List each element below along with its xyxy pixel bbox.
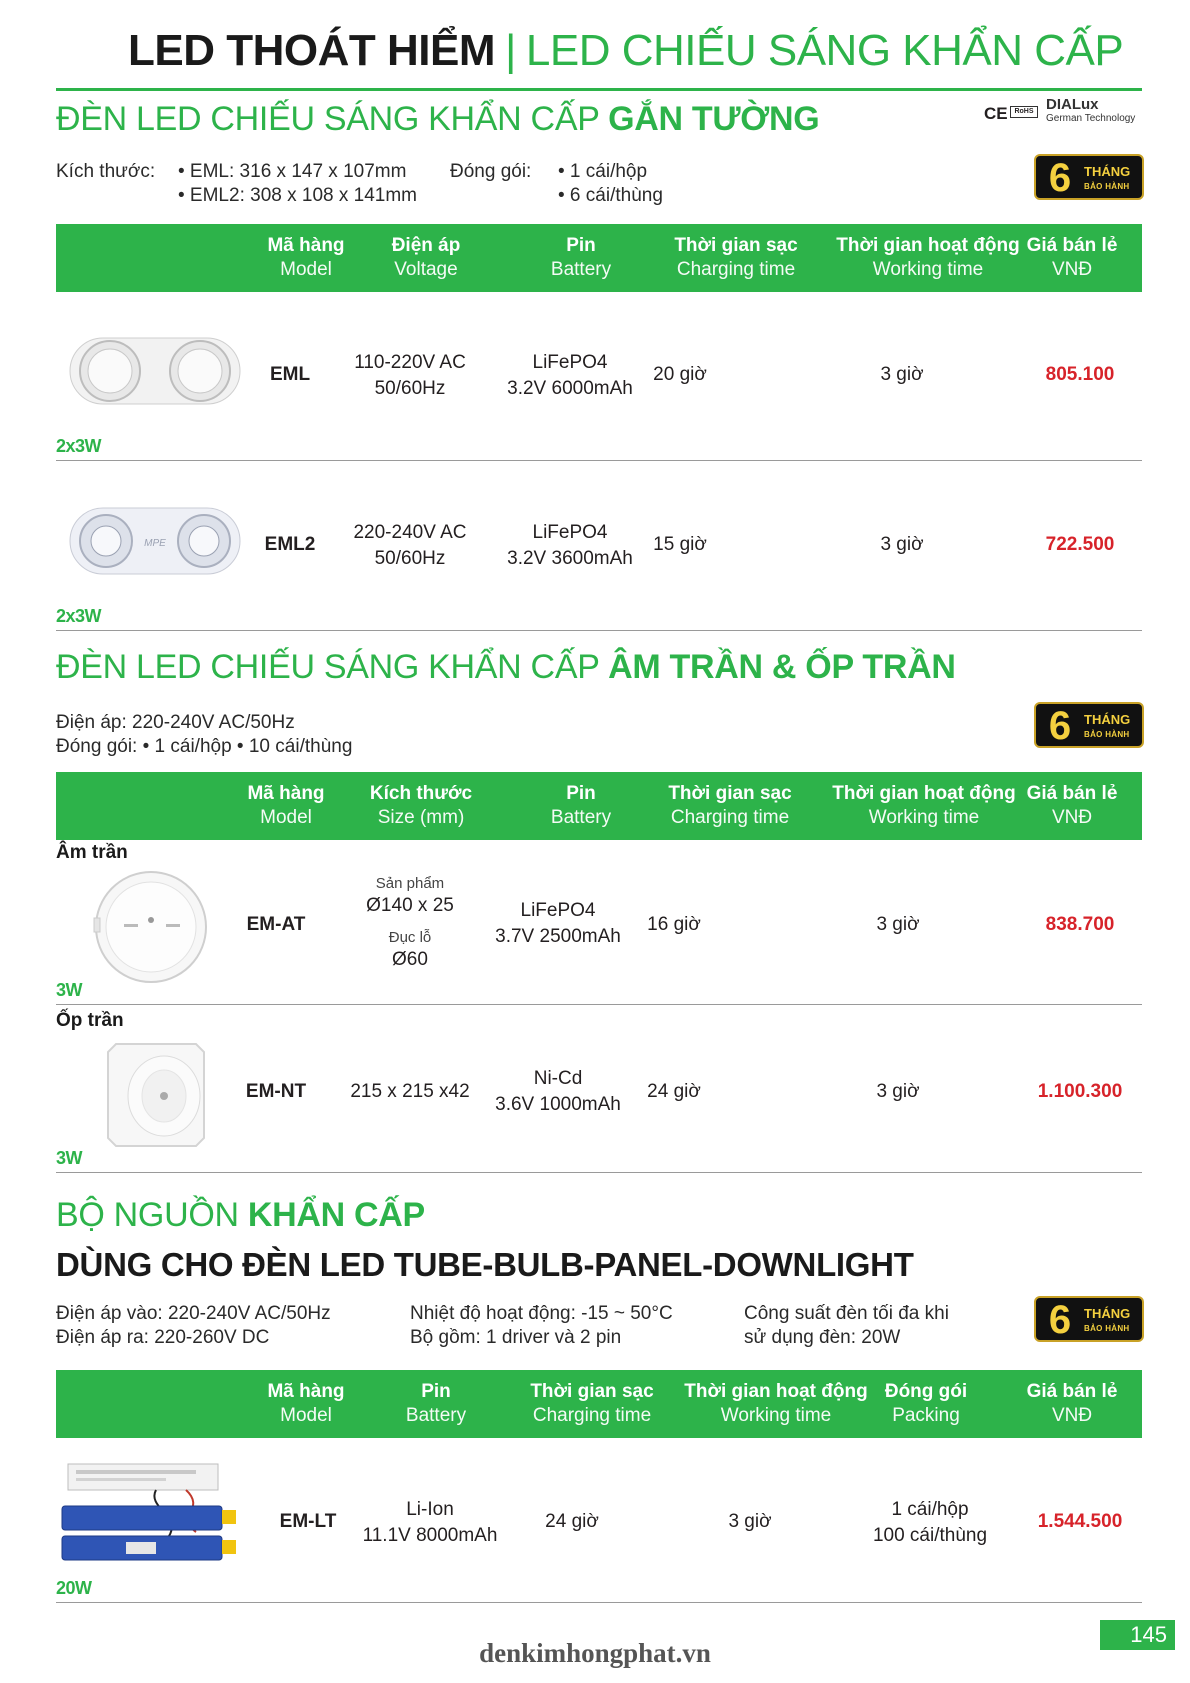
th-price: Giá bán lẻ VNĐ <box>1026 783 1118 828</box>
th-voltage: Điện áp Voltage <box>391 235 461 280</box>
eml-watt: 2x3W <box>56 436 102 456</box>
page-number: 145 <box>1100 1620 1175 1650</box>
rohs-logo: RoHS <box>1010 106 1038 118</box>
warranty-month: THÁNG <box>1084 1306 1131 1321</box>
eml-product-image <box>66 330 244 410</box>
em-at-charge: 16 giờ <box>647 914 701 935</box>
th-working: Thời gian hoạt động Working time <box>832 783 1016 828</box>
dialux-logo: DIALux <box>1046 96 1099 113</box>
eml-battery-2: 3.2V 6000mAh <box>507 378 633 399</box>
row-divider <box>56 630 1142 631</box>
size-label: Kích thước: <box>56 161 156 182</box>
th-model: Mã hàng Model <box>247 783 325 828</box>
em-lt-product-image <box>56 1458 246 1568</box>
th-battery: Pin Battery <box>550 235 612 280</box>
title-separator: | <box>504 26 516 75</box>
eml2-work: 3 giờ <box>880 534 924 555</box>
row-divider <box>56 1602 1142 1603</box>
row-divider <box>56 1172 1142 1173</box>
eml-voltage-2: 50/60Hz <box>374 378 446 399</box>
em-at-size-1: Ø140 x 25 <box>366 895 454 916</box>
eml2-battery-1: LiFePO4 <box>532 522 608 543</box>
dialux-subtitle: German Technology <box>1046 113 1136 124</box>
em-at-price: 838.700 <box>1045 914 1115 935</box>
svg-text:MPE: MPE <box>144 538 166 549</box>
th-working: Thời gian hoạt động Working time <box>684 1381 868 1426</box>
size-eml: • EML: 316 x 147 x 107mm <box>178 161 407 182</box>
table1-header <box>56 224 1142 292</box>
header-divider <box>56 88 1142 91</box>
pack-2: • 6 cái/thùng <box>558 185 663 206</box>
eml2-watt: 2x3W <box>56 606 102 626</box>
em-nt-battery-1: Ni-Cd <box>533 1068 583 1089</box>
th-packing: Đóng gói Packing <box>884 1381 968 1426</box>
warranty-badge <box>1034 154 1144 200</box>
ce-logo: CE <box>984 104 1008 123</box>
eml-charge: 20 giờ <box>653 364 707 385</box>
em-lt-watt: 20W <box>56 1578 92 1598</box>
warranty-number: 6 <box>1048 1298 1072 1342</box>
eml2-charge: 15 giờ <box>653 534 707 555</box>
em-at-watt: 3W <box>56 980 82 1000</box>
section3-subtitle: DÙNG CHO ĐÈN LED TUBE-BULB-PANEL-DOWNLIGHT <box>56 1246 914 1283</box>
em-nt-work: 3 giờ <box>876 1081 920 1102</box>
spec-power-1: Công suất đèn tối đa khi <box>744 1303 949 1324</box>
eml-voltage-1: 110-220V AC <box>354 352 466 373</box>
em-at-size-label-1: Sản phẩm <box>375 875 445 892</box>
em-at-size-label-2: Đục lỗ <box>388 929 432 946</box>
eml-model: EML <box>269 364 311 385</box>
spec-voltage-out: Điện áp ra: 220-260V DC <box>56 1327 270 1348</box>
section1-title <box>56 100 819 139</box>
certification-logos <box>984 97 1144 127</box>
warranty-text: BẢO HÀNH <box>1084 730 1130 739</box>
warranty-number: 6 <box>1048 156 1072 200</box>
eml-work: 3 giờ <box>880 364 924 385</box>
warranty-month: THÁNG <box>1084 712 1131 727</box>
row-divider <box>56 1004 1142 1005</box>
em-nt-watt: 3W <box>56 1148 82 1168</box>
table3-header <box>56 1370 1142 1438</box>
eml2-voltage-2: 50/60Hz <box>374 548 446 569</box>
eml-price: 805.100 <box>1045 364 1115 385</box>
th-battery: Pin Battery <box>550 783 612 828</box>
spec-set: Bộ gồm: 1 driver và 2 pin <box>410 1327 622 1348</box>
th-model: Mã hàng Model <box>267 235 345 280</box>
warranty-badge <box>1034 1296 1144 1342</box>
section3-title <box>56 1196 425 1235</box>
em-nt-charge: 24 giờ <box>647 1081 701 1102</box>
em-lt-pack-1: 1 cái/hộp <box>891 1499 969 1520</box>
spec-voltage-in: Điện áp vào: 220-240V AC/50Hz <box>56 1303 331 1324</box>
em-lt-price: 1.544.500 <box>1037 1511 1123 1532</box>
th-charging: Thời gian sạc Charging time <box>530 1381 654 1426</box>
eml2-voltage-1: 220-240V AC <box>353 522 467 543</box>
section1-title-light: ĐÈN LED CHIẾU SÁNG KHẨN CẤP <box>56 100 609 138</box>
row-divider <box>56 460 1142 461</box>
th-charging: Thời gian sạc Charging time <box>668 783 792 828</box>
table2-header <box>56 772 1142 840</box>
section3-title-light: BỘ NGUỒN <box>56 1196 248 1234</box>
warranty-badge <box>1034 702 1144 748</box>
eml2-price: 722.500 <box>1045 534 1115 555</box>
em-lt-battery-1: Li-Ion <box>406 1499 454 1520</box>
category-am-tran: Âm trần <box>56 842 128 863</box>
title-light: LED CHIẾU SÁNG KHẨN CẤP <box>525 26 1124 75</box>
em-nt-product-image <box>104 1038 208 1150</box>
eml2-product-image <box>66 504 244 578</box>
em-lt-charge: 24 giờ <box>545 1511 599 1532</box>
page-title <box>128 26 1128 86</box>
em-at-model: EM-AT <box>246 914 306 935</box>
th-charging: Thời gian sạc Charging time <box>674 235 798 280</box>
eml2-model: EML2 <box>264 534 316 555</box>
em-lt-pack-2: 100 cái/thùng <box>872 1525 988 1546</box>
em-at-battery-2: 3.7V 2500mAh <box>495 926 621 947</box>
th-battery: Pin Battery <box>405 1381 467 1426</box>
warranty-month: THÁNG <box>1084 164 1131 179</box>
section2-pack: Đóng gói: • 1 cái/hộp • 10 cái/thùng <box>56 736 353 757</box>
em-lt-battery-2: 11.1V 8000mAh <box>362 1525 498 1546</box>
em-nt-size: 215 x 215 x42 <box>350 1081 470 1102</box>
th-price: Giá bán lẻ VNĐ <box>1026 1381 1118 1426</box>
th-working: Thời gian hoạt động Working time <box>836 235 1020 280</box>
em-lt-work: 3 giờ <box>728 1511 772 1532</box>
section2-title <box>56 648 956 687</box>
em-at-size-2: Ø60 <box>392 949 428 970</box>
th-size: Kích thước Size (mm) <box>369 783 473 828</box>
section2-voltage: Điện áp: 220-240V AC/50Hz <box>56 712 295 733</box>
pack-label: Đóng gói: <box>450 161 532 182</box>
size-eml2: • EML2: 308 x 108 x 141mm <box>178 185 417 206</box>
section2-title-bold: ÂM TRẦN & ỐP TRẦN <box>608 648 956 686</box>
em-nt-model: EM-NT <box>245 1081 307 1102</box>
eml-battery-1: LiFePO4 <box>532 352 608 373</box>
section2-title-light: ĐÈN LED CHIẾU SÁNG KHẨN CẤP <box>56 648 609 686</box>
section1-title-bold: GẮN TƯỜNG <box>608 100 820 138</box>
em-at-work: 3 giờ <box>876 914 920 935</box>
section3-title-bold: KHẨN CẤP <box>247 1196 425 1234</box>
th-model: Mã hàng Model <box>267 1381 345 1426</box>
em-at-battery-1: LiFePO4 <box>520 900 596 921</box>
warranty-number: 6 <box>1048 704 1072 748</box>
em-nt-battery-2: 3.6V 1000mAh <box>495 1094 621 1115</box>
em-at-product-image <box>92 868 210 986</box>
pack-1: • 1 cái/hộp <box>558 161 648 182</box>
warranty-text: BẢO HÀNH <box>1084 182 1130 191</box>
website-footer: denkimhongphat.vn <box>479 1638 711 1668</box>
spec-temp: Nhiệt độ hoạt động: -15 ~ 50°C <box>410 1303 673 1324</box>
em-lt-model: EM-LT <box>279 1511 337 1532</box>
title-bold: LED THOÁT HIỂM <box>128 26 495 75</box>
th-price: Giá bán lẻ VNĐ <box>1026 235 1118 280</box>
category-op-tran: Ốp trần <box>56 1010 124 1031</box>
warranty-text: BẢO HÀNH <box>1084 1324 1130 1333</box>
spec-power-2: sử dụng đèn: 20W <box>744 1327 901 1348</box>
em-nt-price: 1.100.300 <box>1037 1081 1123 1102</box>
eml2-battery-2: 3.2V 3600mAh <box>507 548 633 569</box>
